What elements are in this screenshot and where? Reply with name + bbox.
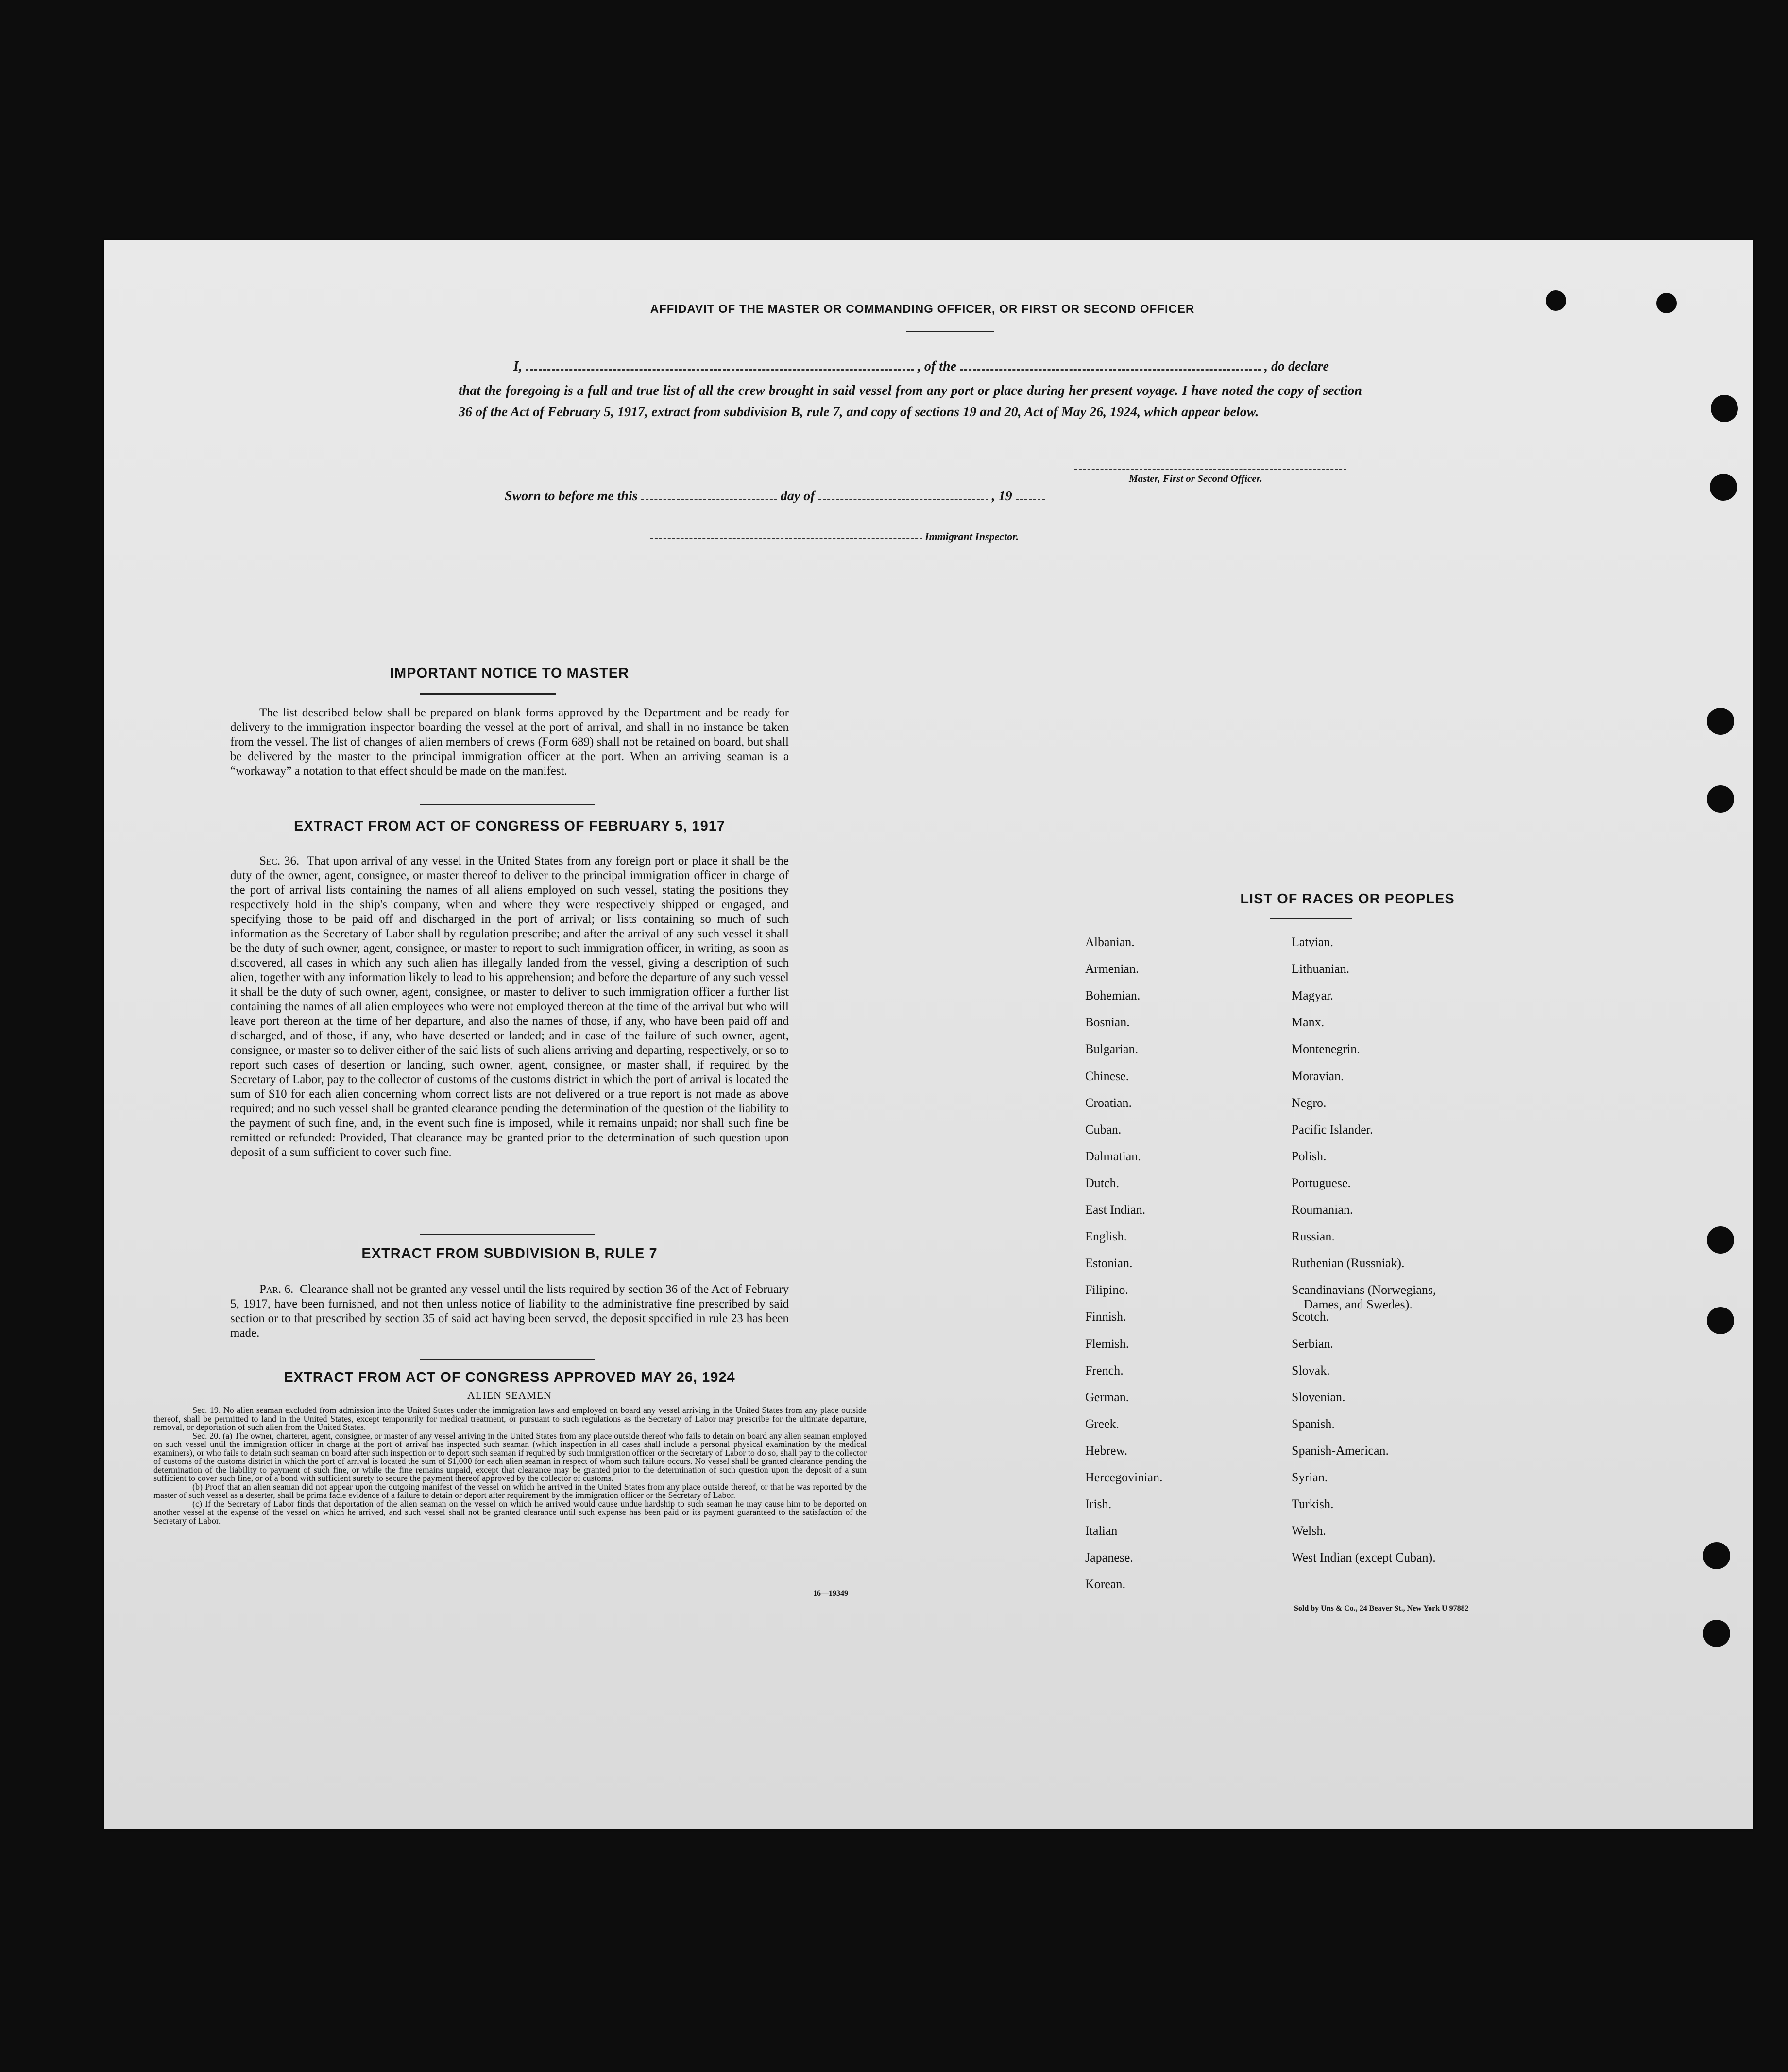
race-item: East Indian.	[1085, 1203, 1146, 1217]
affidavit-body: that the foregoing is a full and true list of all the crew brought in said vessel from any port or place during her present voyage. I have noted the copy of section 36 of the Act of February 5, 1917, extract from subdivision B, rule 7, and copy of sections 19 and 20, Act of May 26, 1924, which appear below.	[459, 383, 1362, 420]
declare-label: , do declare	[1264, 359, 1329, 374]
race-item: Armenian.	[1085, 962, 1139, 976]
affidavit-title: AFFIDAVIT OF THE MASTER OR COMMANDING OFFICER, OR FIRST OR SECOND OFFICER	[650, 303, 1195, 316]
par-6-paragraph	[230, 1282, 789, 1341]
race-item: West Indian (except Cuban).	[1292, 1550, 1436, 1565]
race-item: Albanian.	[1085, 935, 1135, 949]
inspector-caption: Immigrant Inspector.	[925, 530, 1019, 543]
notice-body	[230, 706, 789, 779]
race-item: Moravian.	[1292, 1069, 1344, 1083]
sec-20a-text: Sec. 20. (a) The owner, charterer, agent, consignee, or master of any vessel arriving in the United States from any place outside thereof who fails to detain on board any alien seaman employed on such vessel until the immigration officer in charge at the port of arrival has inspected such seaman (which inspection in all cases shall include a personal physical examination by the medical examiners), or who fails to detain such seaman on board after such inspection or to deport such seaman if required by such immigration officer or the Secretary of Labor to do so, shall pay to the collector of customs of the customs district in which the port of arrival is located the sum of $1,000 for each alien seaman in respect of whom such failure occurs. No vessel shall be granted clearance pending the determination of the liability to payment of such fine, or while the fine remains unpaid, except that clearance may be granted prior to the determination of such question upon the deposit of a sum sufficient to cover such fine, or of a bond with sufficient surety to secure the payment thereof approved by the collector of customs.	[153, 1430, 867, 1483]
race-item: Spanish.	[1292, 1416, 1335, 1431]
inspector-signature-line[interactable]	[650, 538, 922, 539]
day-of-label: day of	[780, 489, 815, 504]
race-item: Slovak.	[1292, 1363, 1330, 1377]
race-item: Russian.	[1292, 1229, 1335, 1244]
divider	[1270, 918, 1352, 919]
race-item: Syrian.	[1292, 1470, 1328, 1484]
divider	[420, 804, 595, 805]
sec-19-text: Sec. 19. No alien seaman excluded from admission into the United States under the immigration laws and employed on board any vessel arriving in the United States from any place outside thereof, shall be permitted to land in the United States, except temporarily for medical treatment, or pursuant to such regulations as the Secretary of Labor may prescribe for the ultimate departure, removal, or deportation of such alien from the United States.	[153, 1405, 867, 1432]
sworn-month-field[interactable]	[818, 488, 988, 500]
signature-caption: Master, First or Second Officer.	[1129, 473, 1262, 484]
printer-imprint: Sold by Uns & Co., 24 Beaver St., New York U 97882	[1294, 1604, 1469, 1613]
race-item: Italian	[1085, 1524, 1118, 1538]
punch-hole	[1707, 708, 1734, 735]
extract-1924-body	[153, 1406, 867, 1525]
punch-hole	[1707, 1226, 1734, 1254]
race-item: Scandinavians (Norwegians,	[1292, 1283, 1436, 1297]
section-36-text: That upon arrival of any vessel in the United States from any foreign port or place it shall be the duty of the owner, agent, consignee, or master thereof to deliver to the principal immigration officer in charge of the port of arrival lists containing the names of all aliens employed on such vessel, stating the positions they respectively hold in the ship's company, when and where they were respectively shipped or engaged, and specifying those to be paid off and discharged in the port of arrival; or lists containing so much of such information as the Secretary of Labor shall by regulation prescribe; and after the arrival of any such vessel it shall be the duty of such owner, agent, consignee, or master to report to such immigration officer, in writing, as soon as discovered, all cases in which any such alien has illegally landed from the vessel, giving a description of such alien, together with any information likely to lead to his apprehension; and before the departure of any such vessel it shall be the duty of such owner, agent, consignee, or master to deliver to such immigration officer a further list containing the names of all alien employees who were not employed thereon at the time of the arrival but who will leave port thereon at the time of her departure, and also the names of those, if any, who have been paid off and discharged, and of those, if any, who have deserted or landed; and in case of the failure of such owner, agent, consignee, or master so to deliver either of the said lists of such aliens arriving and departing, respectively, or so to report such cases of desertion or landing, such owner, agent, consignee, or master shall, if required by the Secretary of Labor, pay to the collector of customs of the customs district in which the port of arrival is located the sum of $10 for each alien concerning whom correct lists are not delivered or a true report is not made as above required; and no such vessel shall be granted clearance pending the determination of the question of the liability to the payment of such fine, and, in the event such fine is imposed, while it remains unpaid; nor shall such fine be remitted or refunded: Provided, That clearance may be granted prior to the determination of such question upon deposit of a sum sufficient to cover such fine.	[230, 854, 789, 1159]
signature-line[interactable]	[1074, 469, 1346, 470]
race-item: Cuban.	[1085, 1122, 1122, 1137]
sworn-year-field[interactable]	[1016, 488, 1045, 500]
divider	[906, 331, 994, 332]
race-item: Bohemian.	[1085, 988, 1141, 1003]
affidavit-first-line	[500, 358, 1345, 374]
notice-title: IMPORTANT NOTICE TO MASTER	[390, 665, 630, 681]
sec-20b-text: (b) Proof that an alien seaman did not appear upon the outgoing manifest of the vessel on which he arrived in the United States from any place outside thereof, or that he was reported by the master of such vessel as a deserter, shall be prima facie evidence of a failure to detain or deport after requirement by the immigration officer or the Secretary of Labor.	[153, 1481, 867, 1500]
divider	[420, 1234, 595, 1235]
punch-hole	[1710, 474, 1737, 501]
race-item: Spanish-American.	[1292, 1443, 1389, 1458]
race-item: Hebrew.	[1085, 1443, 1128, 1458]
race-item: Portuguese.	[1292, 1175, 1351, 1190]
year-label: , 19	[991, 489, 1012, 504]
sec-20c-text: (c) If the Secretary of Labor finds that deportation of the alien seaman on the vessel on which he arrived would cause undue hardship to such seaman he may cause him to be deported on another vessel at the expense of the vessel on which he arrived, and such vessel shall not be granted clearance until such expense has been paid or its payment guaranteed to the satisfaction of the Secretary of Labor.	[153, 1498, 867, 1526]
document-sheet	[104, 240, 1753, 1829]
race-item: Dalmatian.	[1085, 1149, 1141, 1163]
race-item: Polish.	[1292, 1149, 1327, 1163]
sworn-line	[505, 488, 1045, 504]
par-6-label: Par. 6.	[259, 1283, 294, 1296]
divider	[420, 693, 556, 695]
notice-paragraph: The list described below shall be prepared on blank forms approved by the Department and be ready for delivery to the immigration inspector boarding the vessel at the port of arrival, and shall in no instance be taken from the vessel. The list of changes of alien members of crews (Form 689) shall not be retained on board, but shall be delivered by the master to the principal immigration officer at the port. When an arriving seaman is a “workaway” a notation to that effect should be made on the manifest.	[230, 706, 789, 778]
vessel-name-field[interactable]	[960, 358, 1261, 371]
of-the-label: , of the	[917, 359, 957, 374]
race-item: Magyar.	[1292, 988, 1333, 1003]
race-item: Pacific Islander.	[1292, 1122, 1373, 1137]
section-36-paragraph	[230, 854, 789, 1160]
race-item: Finnish.	[1085, 1309, 1126, 1324]
punch-hole	[1546, 290, 1566, 311]
par-6-text: Clearance shall not be granted any vessel until the lists required by section 36 of the Act of February 5, 1917, have been furnished, and not then unless notice of liability to the administrative fine prescribed by said section or to that prescribed by section 35 of said act having been served, the deposit specified in rule 23 has been made.	[230, 1283, 789, 1340]
race-item: Estonian.	[1085, 1256, 1133, 1271]
alien-seamen-subtitle: ALIEN SEAMEN	[467, 1389, 552, 1401]
sworn-day-field[interactable]	[641, 488, 777, 500]
race-item: Lithuanian.	[1292, 962, 1350, 976]
extract-1917-title: EXTRACT FROM ACT OF CONGRESS OF FEBRUARY 5, 1917	[293, 818, 726, 834]
race-item: Montenegrin.	[1292, 1042, 1360, 1056]
race-item: Roumanian.	[1292, 1203, 1353, 1217]
race-item: Turkish.	[1292, 1497, 1334, 1512]
races-title: LIST OF RACES OR PEOPLES	[1240, 891, 1455, 907]
race-item: Greek.	[1085, 1416, 1120, 1431]
race-item: Slovenian.	[1292, 1390, 1345, 1404]
race-item: Serbian.	[1292, 1336, 1333, 1351]
extract-1917-body	[230, 854, 789, 1160]
declarant-label: I,	[513, 359, 522, 374]
race-item: English.	[1085, 1229, 1127, 1244]
race-item: Filipino.	[1085, 1283, 1128, 1297]
race-item: German.	[1085, 1390, 1129, 1404]
race-item: Korean.	[1085, 1577, 1126, 1592]
form-number: 16—19349	[813, 1589, 848, 1597]
race-item: Ruthenian (Russniak).	[1292, 1256, 1405, 1271]
punch-hole	[1707, 1307, 1734, 1334]
race-item: Dames, and Swedes).	[1304, 1297, 1413, 1312]
declarant-name-field[interactable]	[526, 358, 914, 371]
section-36-label: Sec. 36.	[259, 854, 300, 867]
rule-7-body	[230, 1282, 789, 1341]
race-item: Negro.	[1292, 1095, 1327, 1110]
race-item: Welsh.	[1292, 1524, 1326, 1538]
race-item: Manx.	[1292, 1015, 1325, 1030]
race-item: Latvian.	[1292, 935, 1333, 949]
punch-hole	[1703, 1542, 1730, 1569]
race-item: Flemish.	[1085, 1336, 1129, 1351]
race-item: Croatian.	[1085, 1095, 1132, 1110]
sworn-label: Sworn to before me this	[505, 489, 638, 504]
race-item: Japanese.	[1085, 1550, 1133, 1565]
race-item: Irish.	[1085, 1497, 1112, 1512]
race-item: French.	[1085, 1363, 1124, 1377]
race-item: Hercegovinian.	[1085, 1470, 1163, 1484]
extract-1924-title: EXTRACT FROM ACT OF CONGRESS APPROVED MAY 26, 1924	[284, 1370, 735, 1385]
punch-hole	[1703, 1620, 1730, 1647]
divider	[420, 1359, 595, 1360]
punch-hole	[1656, 293, 1677, 313]
race-item: Chinese.	[1085, 1069, 1129, 1083]
race-item: Bulgarian.	[1085, 1042, 1139, 1056]
punch-hole	[1711, 395, 1738, 422]
punch-hole	[1707, 785, 1734, 813]
race-item: Scotch.	[1292, 1309, 1329, 1324]
race-item: Dutch.	[1085, 1175, 1120, 1190]
rule-7-title: EXTRACT FROM SUBDIVISION B, RULE 7	[361, 1246, 658, 1261]
race-item: Bosnian.	[1085, 1015, 1130, 1030]
